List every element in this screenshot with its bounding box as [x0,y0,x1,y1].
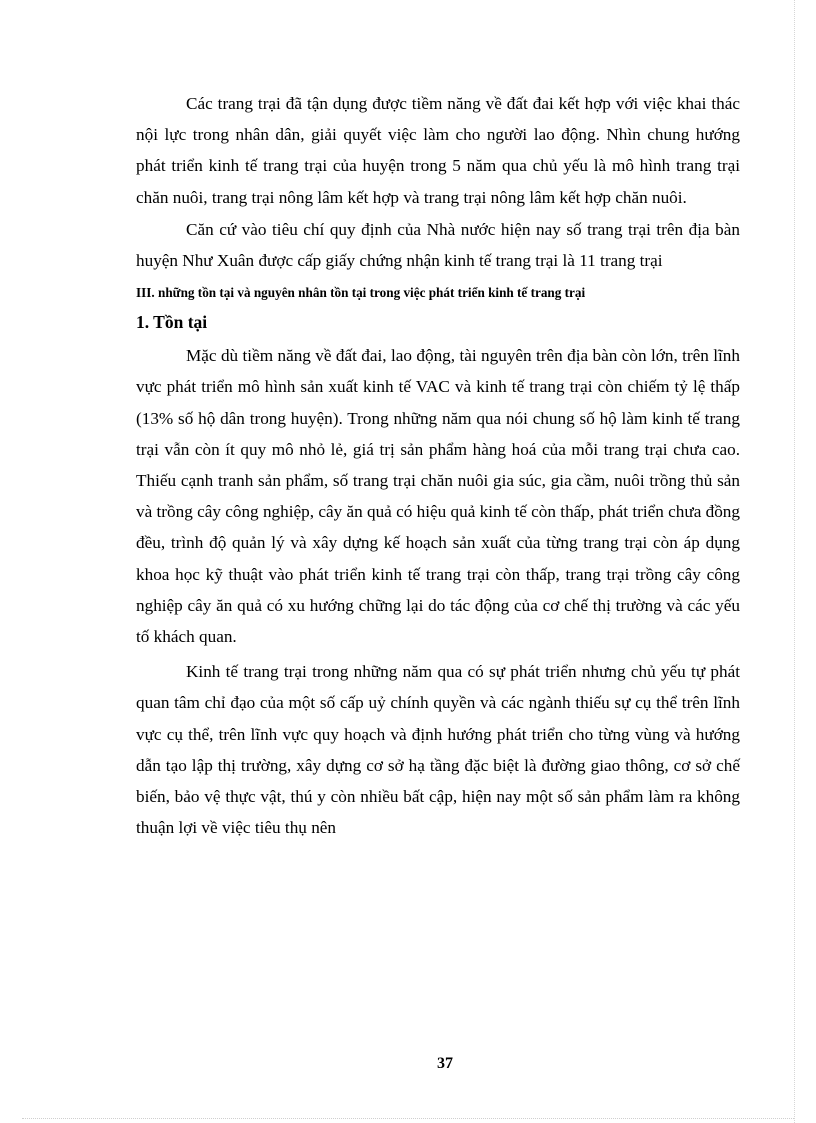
subsection-heading: 1. Tồn tại [136,312,208,333]
paragraph-farm-count: Căn cứ vào tiêu chí quy định của Nhà nước hiện nay số trang trại trên địa bàn huyện Như Xuân được cấp giấy chứng nhận kinh tế trang trại là 11 trang trại [136,219,740,271]
section-heading: III. những tồn tại và nguyên nhân tồn tại trong việc phát triển kinh tế trang trại [136,285,586,301]
page-bottom-guide [22,1118,794,1119]
page-number: 37 [437,1055,453,1072]
paragraph-farm-potential: Các trang trại đã tận dụng được tiềm năng về đất đai kết hợp với việc khai thác nội lực trong nhân dân, giải quyết việc làm cho người lao động. Nhìn chung hướng phát triển kinh tế trang trại của huyện trong 5 năm qua chủ yếu là mô hình trang trại chăn nuôi, trang trại nông lâm kết hợp và trang trại nông lâm kết hợp chăn nuôi. [136,94,740,207]
paragraph-shortcomings: Mặc dù tiềm năng về đất đai, lao động, tài nguyên trên địa bàn còn lớn, trên lĩnh vực phát triển mô hình sản xuất kinh tế VAC và kinh tế trang trại còn chiếm tỷ lệ thấp (13% số hộ dân trong huyện). Trong những năm qua nói chung số hộ làm kinh tế trang trại vẫn còn ít quy mô nhỏ lẻ, giá trị sản phẩm hàng hoá của mỗi trang trại chưa cao. Thiếu cạnh tranh sản phẩm, số trang trại chăn nuôi gia súc, gia cầm, nuôi trồng thủ sản và trồng cây công nghiệp, cây ăn quả có hiệu quả kinh tế còn thấp, phát triển chưa đồng đều, trình độ quản lý và xây dựng kế hoạch sản xuất của từng trang trại còn áp dụng khoa học kỹ thuật vào phát triển kinh tế trang trại còn thấp, trang trại trồng cây công nghiệp cây ăn quả có xu hướng chững lại do tác động của cơ chế thị trường và các yếu tố khách quan. [136,346,740,647]
page-margin-guide [794,0,795,1123]
body-text [136,88,740,843]
paragraph-spontaneous-development: Kinh tế trang trại trong những năm qua có sự phát triển nhưng chủ yếu tự phát quan tâm chỉ đạo của một số cấp uỷ chính quyền và các ngành thiếu sự cụ thể trên lĩnh vực cụ thể, trên lĩnh vực quy hoạch và định hướng phát triển cho từng vùng và hướng dẫn tạo lập thị trường, xây dựng cơ sở hạ tầng đặc biệt là đường giao thông, cơ sở chế biến, bảo vệ thực vật, thú y còn nhiều bất cập, hiện nay một số sản phẩm làm ra không thuận lợi về việc tiêu thụ nên [136,662,740,838]
